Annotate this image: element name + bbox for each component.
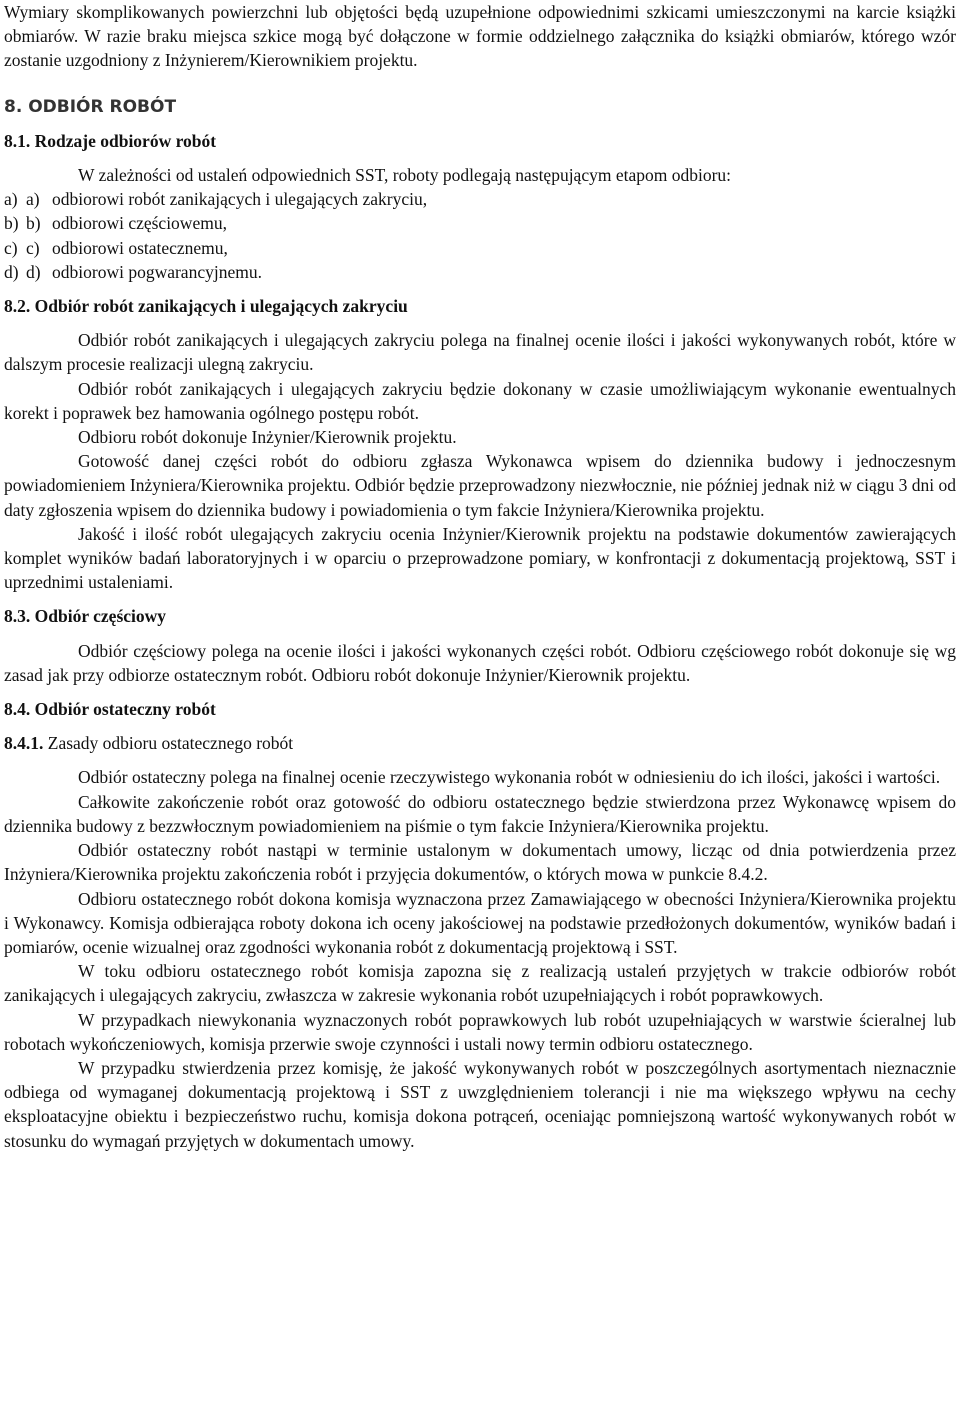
list-item-text: odbiorowi częściowemu, xyxy=(52,213,227,234)
list-item xyxy=(4,187,956,211)
section-title: Zasady odbioru ostatecznego robót xyxy=(47,733,294,754)
paragraph: Odbiór ostateczny robót nastąpi w terminie ustalonym w dokumentach umowy, licząc od dnia potwierdzenia przez Inżyniera/Kierownika projektu zakończenia robót i przyjęcia dokumentów, o których mowa w punkcie 8.4.2. xyxy=(4,840,956,885)
section-number: 8.2. xyxy=(4,296,31,317)
section-number: 8.1. xyxy=(4,130,31,151)
list-marker: d) xyxy=(26,261,41,282)
paragraph: Odbiór robót zanikających i ulegających zakryciu będzie dokonany w czasie umożliwiającym wykonanie ewentualnych korekt i poprawek bez hamowania ogólnego postępu robót. xyxy=(4,378,956,423)
intro-paragraph: Wymiary skomplikowanych powierzchni lub objętości będą uzupełnione odpowiednimi szkicami umieszczonymi na karcie książki obmiarów. W razie braku miejsca szkice mogą być dołączone w formie oddzielnego załącznika do książki obmiarów, którego wzór zostanie uzgodniony z Inżynierem/Kierownikiem projektu. xyxy=(4,2,956,71)
list-marker: b) xyxy=(26,213,41,234)
section-number: 8.4.1. xyxy=(4,733,44,754)
list-item xyxy=(4,236,956,260)
paragraph: Odbiór ostateczny polega na finalnej ocenie rzeczywistego wykonania robót w odniesieniu do ich ilości, jakości i wartości. xyxy=(78,767,941,788)
paragraph: W zależności od ustaleń odpowiednich SST, roboty podlegają następującym etapom odbioru: xyxy=(78,165,732,186)
section-heading-8-3 xyxy=(4,604,956,628)
paragraph: Jakość i ilość robót ulegających zakryciu ocenia Inżynier/Kierownik projektu na podstawie dokumentów zawierających komplet wyników badań laboratoryjnych i w oparciu o przeprowadzone pomiary, w konfrontacji z dokumentacją projektową, SST i uprzednimi ustaleniami. xyxy=(4,523,956,593)
paragraph: W przypadkach niewykonania wyznaczonych robót poprawkowych lub robót uzupełniających w warstwie ścieralnej lub robotach wykończeniowych, komisja przerwie swoje czynności i ustali nowy termin odbioru ostatecznego. xyxy=(4,1009,956,1054)
section-title: Rodzaje odbiorów robót xyxy=(34,130,217,151)
paragraph: Gotowość danej części robót do odbioru zgłasza Wykonawca wpisem do dziennika budowy i jednoczesnym powiadomieniem Inżyniera/Kierownika projektu. Odbiór będzie przeprowadzony niezwłocznie, nie później jednak niż w ciągu 3 dni od daty zgłoszenia wpisem do dziennika budowy i powiadomienia o tym fakcie Inżyniera/Kierownika projektu. xyxy=(4,451,956,520)
paragraph: Odbiór robót zanikających i ulegających zakryciu polega na finalnej ocenie ilości i jakości wykonywanych robót, które w dalszym procesie realizacji ulegną zakryciu. xyxy=(4,330,956,375)
section-heading-8-1 xyxy=(4,129,956,153)
section-title: Odbiór częściowy xyxy=(34,606,167,627)
paragraph: Odbioru robót dokonuje Inżynier/Kierownik projektu. xyxy=(78,427,457,448)
list-marker: a) xyxy=(26,189,40,210)
section-number: 8.4. xyxy=(4,699,31,720)
list-item-text: odbiorowi robót zanikających i ulegających zakryciu, xyxy=(52,189,428,210)
section-heading-8-4 xyxy=(4,697,956,721)
list-item-text: odbiorowi pogwarancyjnemu. xyxy=(52,261,262,282)
section-title: Odbiór ostateczny robót xyxy=(34,699,216,720)
section-heading-8: 8. ODBIÓR ROBÓT xyxy=(4,96,177,117)
list-marker: d) xyxy=(4,261,19,282)
list-marker: b) xyxy=(4,213,19,234)
list-item-text: odbiorowi ostatecznemu, xyxy=(52,237,228,258)
list-item xyxy=(4,211,956,235)
stage-list xyxy=(4,187,956,284)
paragraph: Odbiór częściowy polega na ocenie ilości i jakości wykonanych części robót. Odbioru częściowego robót dokonuje się wg zasad jak przy odbiorze ostatecznym robót. Odbioru robót dokonuje Inżynier/Kierownik projektu. xyxy=(4,640,956,685)
section-heading-8-4-1 xyxy=(4,731,956,755)
list-marker: c) xyxy=(4,237,18,258)
list-item xyxy=(4,260,956,284)
section-title: Odbiór robót zanikających i ulegających zakryciu xyxy=(34,296,408,317)
paragraph: Odbioru ostatecznego robót dokona komisja wyznaczona przez Zamawiającego w obecności Inżyniera/Kierownika projektu i Wykonawcy. Komisja odbierająca roboty dokona ich oceny jakościowej na podstawie przedłożonych dokumentów, wyników badań i pomiarów, ocenie wizualnej oraz zgodności wykonania robót z dokumentacją projektową i SST. xyxy=(4,888,956,957)
paragraph: Całkowite zakończenie robót oraz gotowość do odbioru ostatecznego będzie stwierdzona przez Wykonawcę wpisem do dziennika budowy z bezzwłocznym powiadomieniem na piśmie o tym fakcie Inżyniera/Kierownika projektu. xyxy=(4,791,956,836)
section-number: 8.3. xyxy=(4,606,31,627)
paragraph: W toku odbioru ostatecznego robót komisja zapozna się z realizacją ustaleń przyjętych w trakcie odbiorów robót zanikających i ulegających zakryciu, zwłaszcza w zakresie wykonania robót uzupełniających i robót poprawkowych. xyxy=(4,961,956,1006)
list-marker: a) xyxy=(4,189,18,210)
section-heading-8-2 xyxy=(4,294,956,318)
paragraph: W przypadku stwierdzenia przez komisję, że jakość wykonywanych robót w poszczególnych asortymentach nieznacznie odbiega od wymaganej dokumentacją projektową i SST z uwzględnieniem tolerancji i nie ma większego wpływu na cechy eksploatacyjne obiektu i bezpieczeństwo ruchu, komisja dokona potrąceń, oceniając pomniejszoną wartość wykonywanych robót w stosunku do wymagań przyjętych w dokumentach umowy. xyxy=(4,1057,956,1151)
list-marker: c) xyxy=(26,237,40,258)
